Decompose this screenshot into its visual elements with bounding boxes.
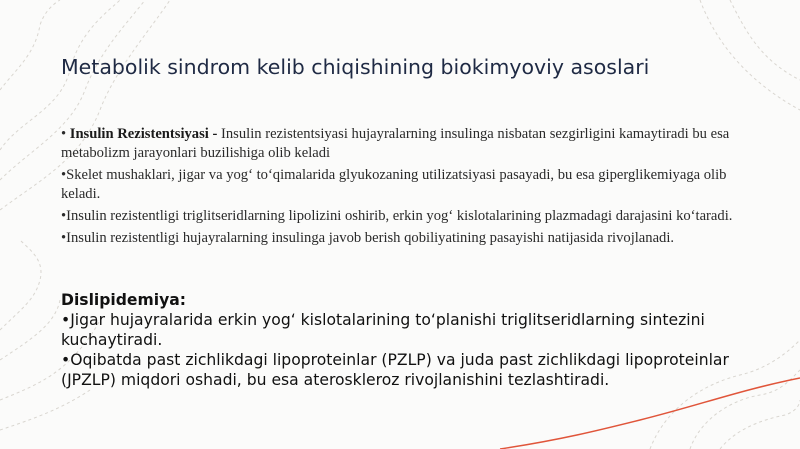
dyslipidemia-heading: Dislipidemiya: — [61, 291, 187, 309]
dyslipidemia-section — [61, 290, 751, 390]
insulin-resistance-section — [61, 125, 751, 251]
insulin-resistance-paragraph — [61, 125, 751, 163]
list-item: •Jigar hujayralarida erkin yog‘ kislotalarining to‘planishi triglitseridlarning sintezini kuchaytiradi. — [61, 311, 705, 349]
insulin-resistance-term: Insulin Rezistentsiyasi — [69, 126, 209, 142]
insulin-resistance-text: Insulin rezistentsiyasi hujayralarning insulinga nisbatan sezgirligini kamaytiradi bu esa metabolizm jarayonlari buzilishiga olib keladi — [61, 126, 730, 161]
list-item: •Insulin rezistentligi hujayralarning insulinga javob berish qobiliyatining pasayishi natijasida rivojlanadi. — [61, 230, 675, 246]
bullet: • — [61, 126, 70, 142]
list-item: •Insulin rezistentligi triglitseridlarning lipolizini oshirib, erkin yog‘ kislotalarining plazmadagi darajasini ko‘taradi. — [61, 208, 733, 224]
term-separator: - — [208, 126, 222, 142]
list-item: •Skelet mushaklari, jigar va yog‘ to‘qimalarida glyukozaning utilizatsiyasi pasayadi, bu esa giperglikemiyaga olib keladi. — [61, 167, 727, 202]
list-item: •Oqibatda past zichlikdagi lipoproteinlar (PZLP) va juda past zichlikdagi lipoproteinlar (JPZLP) miqdori oshadi, bu esa ateroskleroz rivojlanishini tezlashtiradi. — [61, 351, 729, 389]
slide-title: Metabolik sindrom kelib chiqishining biokimyoviy asoslari — [61, 55, 650, 79]
